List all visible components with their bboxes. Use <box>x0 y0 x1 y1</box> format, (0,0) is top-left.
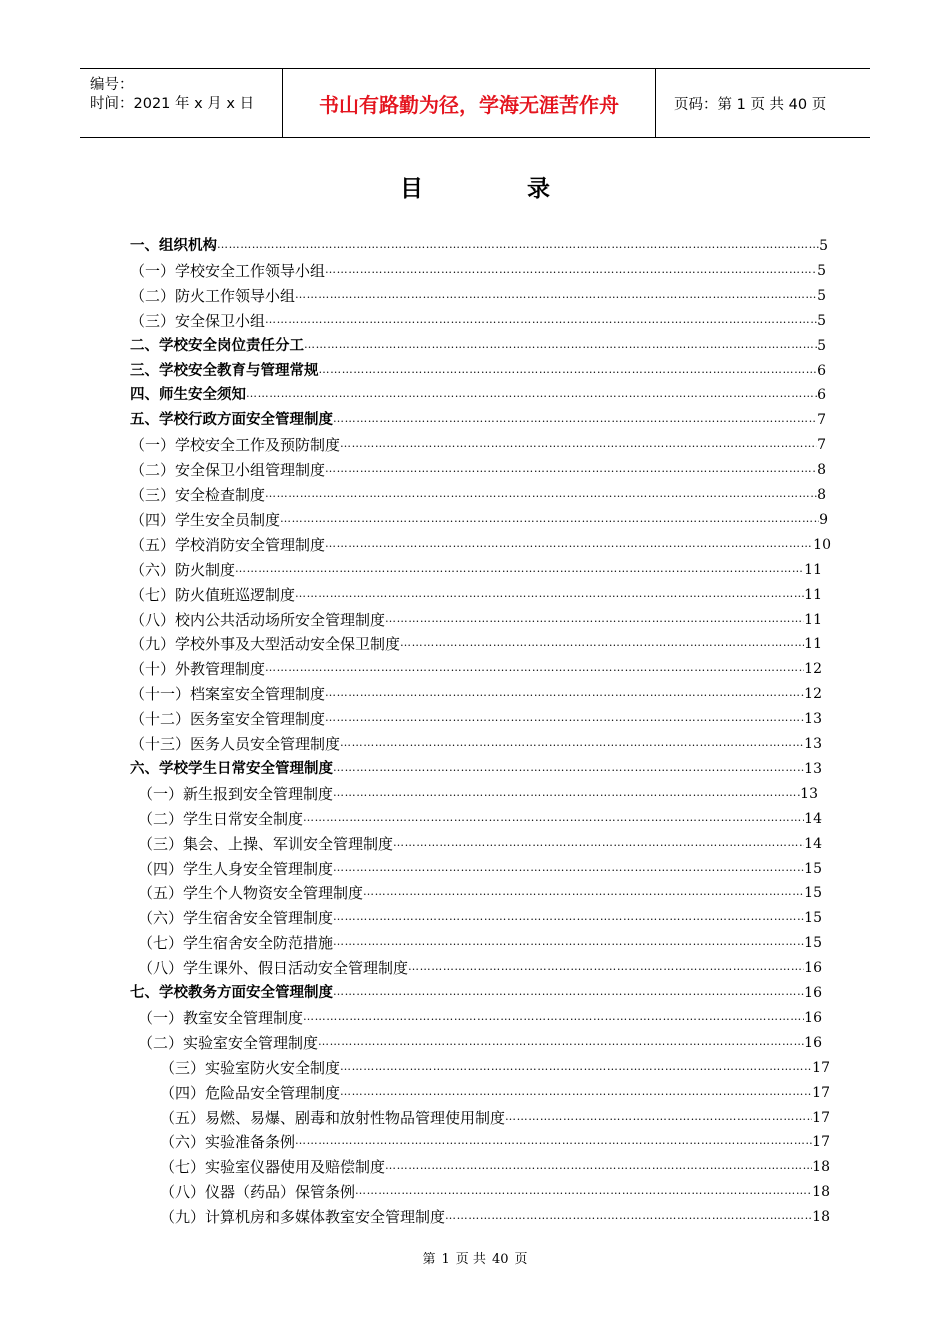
toc-entry[interactable] <box>130 534 831 556</box>
toc-entry[interactable] <box>130 310 826 332</box>
toc-entry[interactable] <box>160 1206 830 1228</box>
toc-leader-dots <box>325 536 813 552</box>
header-page-info-text: 页码：第 1 页 共 40 页 <box>674 96 827 113</box>
toc-entry[interactable] <box>130 559 822 581</box>
header-meta-cell <box>80 69 282 137</box>
toc-entry[interactable] <box>130 708 822 730</box>
toc-leader-dots <box>280 511 819 527</box>
toc-entry-page: 14 <box>804 811 822 827</box>
toc-entry-label: （十二）医务室安全管理制度 <box>130 710 326 728</box>
toc-leader-dots <box>303 1009 804 1025</box>
toc-entry[interactable] <box>130 733 822 755</box>
toc-leader-dots <box>265 486 817 502</box>
toc-entry-page: 6 <box>817 363 826 379</box>
toc-entry-label: （二）实验室安全管理制度 <box>138 1034 319 1052</box>
toc-leader-dots <box>340 735 804 751</box>
toc-entry-page: 13 <box>804 761 822 777</box>
toc-entry[interactable] <box>160 1107 830 1129</box>
toc-entry[interactable] <box>138 833 822 855</box>
toc-entry-label: （五）易燃、易爆、剧毒和放射性物品管理使用制度 <box>160 1109 506 1127</box>
toc-leader-dots <box>363 884 804 900</box>
toc-leader-dots <box>325 461 817 477</box>
toc-entry-page: 18 <box>812 1159 830 1175</box>
toc-leader-dots <box>445 1208 812 1224</box>
toc-leader-dots <box>295 1133 812 1149</box>
toc-entry-label: （三）安全保卫小组 <box>130 312 266 330</box>
toc-entry-page: 16 <box>804 985 822 1001</box>
toc-entry-page: 17 <box>812 1060 830 1076</box>
toc-entry-label: （一）学校安全工作领导小组 <box>130 262 326 280</box>
toc-leader-dots <box>217 237 819 253</box>
toc-entry-page: 15 <box>804 910 822 926</box>
toc-entry-label: （一）新生报到安全管理制度 <box>138 785 334 803</box>
toc-entry-page: 14 <box>804 836 822 852</box>
toc-entry[interactable] <box>138 957 822 979</box>
toc-entry-label: （四）学生安全员制度 <box>130 511 281 529</box>
toc-entry-page: 5 <box>817 263 826 279</box>
toc-entry-label: 七、学校教务方面安全管理制度 <box>130 985 333 1001</box>
toc-entry-label: （六）学生宿舍安全管理制度 <box>138 909 334 927</box>
toc-entry-label: （二）学生日常安全制度 <box>138 810 304 828</box>
toc-leader-dots <box>333 860 804 876</box>
toc-entry-page: 5 <box>817 288 826 304</box>
toc-entry-label: （六）实验准备条例 <box>160 1133 296 1151</box>
toc-entry[interactable] <box>130 509 828 531</box>
page-title-right: 录 <box>527 176 550 202</box>
toc-entry-label: 二、学校安全岗位责任分工 <box>130 338 304 354</box>
toc-leader-dots <box>408 959 804 975</box>
toc-entry-page: 7 <box>817 437 826 453</box>
toc-entry[interactable] <box>130 609 822 631</box>
toc-entry[interactable] <box>160 1181 830 1203</box>
document-time-label: 时间：2021 年 x 月 x 日 <box>90 96 255 112</box>
footer-total-pages: 40 <box>491 1252 509 1267</box>
toc-entry[interactable] <box>130 285 826 307</box>
toc-entry-page: 11 <box>804 636 822 652</box>
toc-entry-label: （六）防火制度 <box>130 561 236 579</box>
toc-entry[interactable] <box>138 882 822 904</box>
footer-prefix: 第 <box>422 1252 436 1267</box>
toc-entry[interactable] <box>130 758 822 780</box>
toc-entry[interactable] <box>160 1131 830 1153</box>
toc-entry-page: 7 <box>817 412 826 428</box>
toc-entry-page: 12 <box>804 686 822 702</box>
footer-suffix: 页 <box>514 1252 528 1267</box>
toc-entry-page: 18 <box>812 1184 830 1200</box>
toc-entry-label: （五）学校消防安全管理制度 <box>130 536 326 554</box>
toc-leader-dots <box>333 411 817 427</box>
toc-entry-page: 13 <box>804 711 822 727</box>
toc-entry-page: 5 <box>819 238 828 254</box>
toc-entry[interactable] <box>130 260 826 282</box>
toc-entry[interactable] <box>138 858 822 880</box>
toc-entry-label: （二）安全保卫小组管理制度 <box>130 461 326 479</box>
toc-leader-dots <box>265 660 804 676</box>
toc-entry-label: （八）仪器（药品）保管条例 <box>160 1183 356 1201</box>
toc-entry[interactable] <box>130 982 822 1004</box>
toc-leader-dots <box>340 436 817 452</box>
toc-entry-label: （九）学校外事及大型活动安全保卫制度 <box>130 635 401 653</box>
toc-entry[interactable] <box>130 360 826 382</box>
toc-entry[interactable] <box>130 658 822 680</box>
toc-entry-page: 11 <box>804 587 822 603</box>
toc-entry-label: （三）安全检查制度 <box>130 486 266 504</box>
toc-leader-dots <box>385 1158 812 1174</box>
footer-mid: 页 共 <box>455 1252 486 1267</box>
toc-leader-dots <box>318 1034 804 1050</box>
toc-entry-page: 6 <box>817 387 826 403</box>
toc-leader-dots <box>333 934 804 950</box>
toc-entry[interactable] <box>130 484 826 506</box>
toc-entry-page: 8 <box>817 462 826 478</box>
toc-entry-label: （十三）医务人员安全管理制度 <box>130 735 341 753</box>
toc-entry[interactable] <box>138 1007 822 1029</box>
toc-entry[interactable] <box>138 1032 822 1054</box>
toc-entry-page: 17 <box>812 1085 830 1101</box>
toc-entry[interactable] <box>130 409 826 431</box>
toc-entry-label: 一、组织机构 <box>130 238 217 254</box>
page-footer <box>0 1248 950 1267</box>
toc-entry[interactable] <box>130 584 822 606</box>
toc-entry[interactable] <box>130 235 828 257</box>
toc-leader-dots <box>246 386 817 402</box>
toc-leader-dots <box>325 685 804 701</box>
toc-leader-dots <box>400 635 804 651</box>
toc-leader-dots <box>340 1084 812 1100</box>
toc-leader-dots <box>355 1183 812 1199</box>
toc-entry[interactable] <box>138 783 818 805</box>
toc-leader-dots <box>303 810 804 826</box>
footer-page-number: 1 <box>441 1252 450 1267</box>
document-number-label: 编号： <box>90 77 134 93</box>
toc-leader-dots <box>295 586 804 602</box>
toc-entry-page: 13 <box>800 786 818 802</box>
toc-leader-dots <box>304 337 817 353</box>
toc-entry-page: 5 <box>817 338 826 354</box>
toc-entry-page: 15 <box>804 885 822 901</box>
toc-entry-page: 18 <box>812 1209 830 1225</box>
toc-entry[interactable] <box>138 808 822 830</box>
toc-leader-dots <box>319 362 818 378</box>
page-header <box>80 68 870 138</box>
toc-entry-label: （一）教室安全管理制度 <box>138 1009 304 1027</box>
toc-entry-page: 12 <box>804 661 822 677</box>
toc-leader-dots <box>340 1059 812 1075</box>
header-page-info <box>664 69 870 137</box>
toc-entry-page: 17 <box>812 1110 830 1126</box>
toc-entry[interactable] <box>130 434 826 456</box>
toc-entry-page: 11 <box>804 612 822 628</box>
toc-entry-label: （十）外教管理制度 <box>130 660 266 678</box>
toc-entry[interactable] <box>160 1057 830 1079</box>
toc-entry-page: 10 <box>813 537 831 553</box>
toc-entry-page: 11 <box>804 562 822 578</box>
toc-entry-label: （一）学校安全工作及预防制度 <box>130 436 341 454</box>
toc-entry-label: （四）危险品安全管理制度 <box>160 1084 341 1102</box>
toc-entry-page: 15 <box>804 861 822 877</box>
toc-leader-dots <box>265 312 817 328</box>
toc-entry-label: （九）计算机房和多媒体教室安全管理制度 <box>160 1208 446 1226</box>
toc-entry-page: 8 <box>817 487 826 503</box>
toc-entry-label: （七）学生宿舍安全防范措施 <box>138 934 334 952</box>
toc-entry-page: 16 <box>804 1035 822 1051</box>
toc-entry-label: （八）学生课外、假日活动安全管理制度 <box>138 959 409 977</box>
toc-entry-label: （三）集会、上操、军训安全管理制度 <box>138 835 394 853</box>
toc-entry[interactable] <box>130 335 826 357</box>
toc-entry[interactable] <box>138 907 822 929</box>
toc-entry-label: （二）防火工作领导小组 <box>130 287 296 305</box>
toc-leader-dots <box>325 262 817 278</box>
toc-entry-page: 17 <box>812 1134 830 1150</box>
toc-entry[interactable] <box>160 1082 830 1104</box>
toc-entry-page: 16 <box>804 1010 822 1026</box>
toc-leader-dots <box>333 785 800 801</box>
toc-entry-page: 13 <box>804 736 822 752</box>
toc-entry-label: （七）防火值班巡逻制度 <box>130 586 296 604</box>
toc-entry-label: （四）学生人身安全管理制度 <box>138 860 334 878</box>
toc-entry-label: （十一）档案室安全管理制度 <box>130 685 326 703</box>
header-motto: 书山有路勤为径，学海无涯苦作舟 <box>282 69 656 137</box>
toc-entry-label: （八）校内公共活动场所安全管理制度 <box>130 611 386 629</box>
toc-entry-label: 三、学校安全教育与管理常规 <box>130 363 319 379</box>
toc-leader-dots <box>333 760 804 776</box>
toc-entry-page: 15 <box>804 935 822 951</box>
toc-leader-dots <box>295 287 817 303</box>
toc-entry[interactable] <box>130 384 826 406</box>
toc-leader-dots <box>385 611 804 627</box>
toc-leader-dots <box>393 835 804 851</box>
page-title-left: 目 <box>400 176 423 202</box>
toc-leader-dots <box>505 1109 812 1125</box>
toc-entry-label: 五、学校行政方面安全管理制度 <box>130 412 333 428</box>
toc-entry-label: 四、师生安全须知 <box>130 387 246 403</box>
toc-entry-label: 六、学校学生日常安全管理制度 <box>130 761 333 777</box>
toc-leader-dots <box>333 909 804 925</box>
page-title <box>0 170 950 203</box>
toc-leader-dots <box>235 561 804 577</box>
toc-entry-label: （三）实验室防火安全制度 <box>160 1059 341 1077</box>
toc-entry[interactable] <box>130 683 822 705</box>
toc-entry-page: 16 <box>804 960 822 976</box>
toc-entry-page: 9 <box>819 512 828 528</box>
toc-entry[interactable] <box>130 633 822 655</box>
toc-entry-label: （七）实验室仪器使用及赔偿制度 <box>160 1158 386 1176</box>
toc-entry[interactable] <box>160 1156 830 1178</box>
toc-entry[interactable] <box>130 459 826 481</box>
toc-entry-page: 5 <box>817 313 826 329</box>
toc-leader-dots <box>325 710 804 726</box>
toc-entry-label: （五）学生个人物资安全管理制度 <box>138 884 364 902</box>
toc-entry[interactable] <box>138 932 822 954</box>
toc-leader-dots <box>333 984 804 1000</box>
